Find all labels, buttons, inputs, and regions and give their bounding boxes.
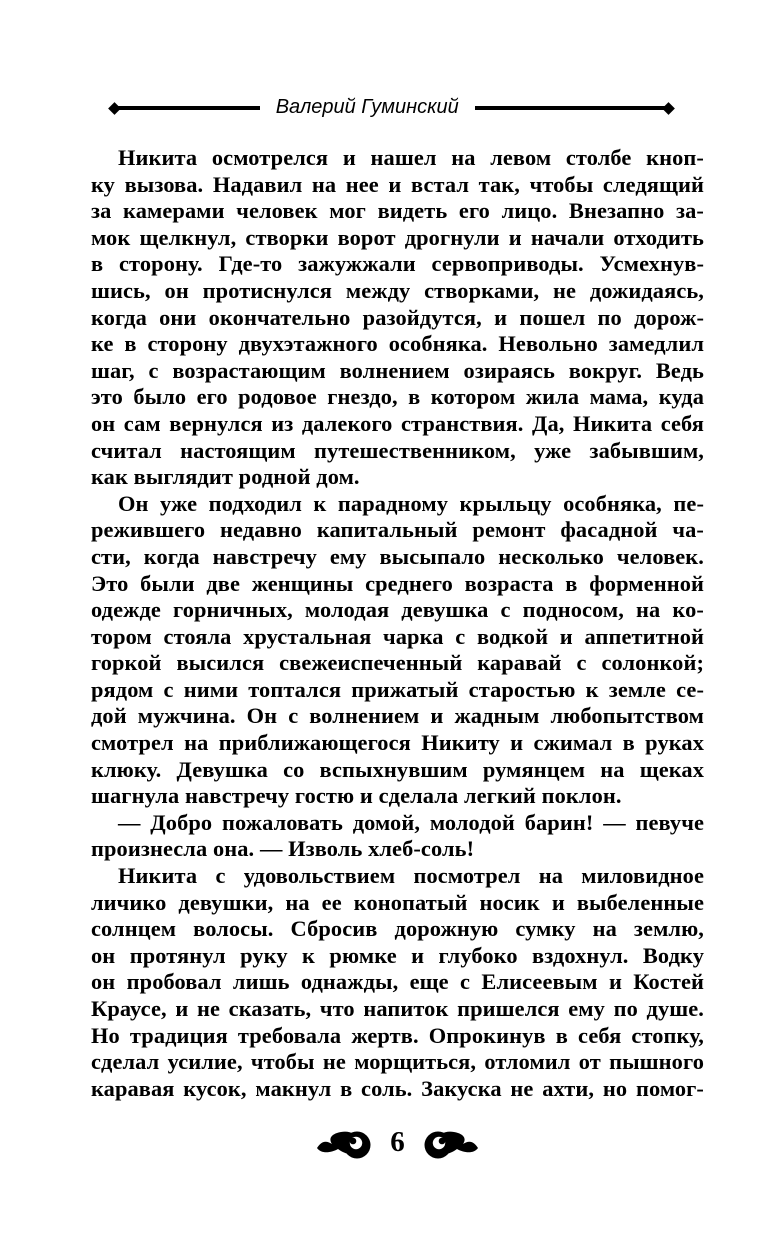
running-head xyxy=(110,97,673,119)
text-line: шаг, с возрастающим волнением озираясь вокруг. Ведь xyxy=(91,357,704,383)
text-line: считал настоящим путешественником, уже забывшим, xyxy=(91,437,704,463)
page-number: 6 xyxy=(390,1126,405,1158)
text-line: клюку. Девушка со вспыхнувшим румянцем на щеках xyxy=(91,756,704,782)
text-line: это было его родовое гнездо, в котором жила мама, куда xyxy=(91,384,704,410)
wave-curl-ornament-right-icon xyxy=(421,1126,479,1162)
text-line: Краусе, и не сказать, что напиток пришелся ему по душе. xyxy=(91,996,704,1021)
text-line: шагнула навстречу гостю и сделала легкий поклон. xyxy=(91,783,622,809)
text-block xyxy=(91,145,704,1102)
text-line: за камерами человек мог видеть его лицо. Внезапно за- xyxy=(91,198,704,224)
text-line: Никита осмотрелся и нашел на левом столбе кноп- xyxy=(118,145,704,170)
text-line: сти, когда навстречу ему высыпало несколько человек. xyxy=(91,543,704,569)
text-line: режившего недавно капитальный ремонт фасадной ча- xyxy=(91,517,704,543)
rule-end-diamond-left-icon xyxy=(108,102,121,115)
rule-end-diamond-right-icon xyxy=(662,102,675,115)
text-line: — Добро пожаловать домой, молодой барин! — певуче xyxy=(118,809,704,835)
text-line: как выглядит родной дом. xyxy=(91,464,360,490)
header-rule-right xyxy=(475,106,667,110)
text-line: рядом с ними топтался прижатый старостью к земле се- xyxy=(91,676,704,702)
text-line: он сам вернулся из далекого странствия. Да, Никита себя xyxy=(91,410,704,436)
text-line: горкой высился свежеиспеченный каравай с солонкой; xyxy=(91,650,704,676)
wave-curl-ornament-left-icon xyxy=(316,1126,374,1162)
text-line: смотрел на приближающегося Никиту и сжимал в руках xyxy=(91,730,704,756)
text-line: сделал усилие, чтобы не морщиться, отломил от пышного xyxy=(91,1049,704,1075)
text-line: дой мужчина. Он с волнением и жадным любопытством xyxy=(91,703,704,729)
text-line: произнесла она. — Изволь хлеб-соль! xyxy=(91,836,475,862)
text-line: шись, он протиснулся между створками, не дожидаясь, xyxy=(91,277,704,303)
text-line: он пробовал лишь однажды, еще с Елисеевым и Костей xyxy=(91,969,704,995)
text-line: одежде горничных, молодая девушка с подносом, на ко- xyxy=(91,597,704,623)
text-line: каравая кусок, макнул в соль. Закуска не ахти, но помог- xyxy=(91,1075,704,1101)
text-line: Никита с удовольствием посмотрел на миловидное xyxy=(118,863,704,889)
author-name: Валерий Гуминский xyxy=(275,96,459,118)
text-line: в сторону. Где-то зажужжали сервоприводы. Усмехнув- xyxy=(91,251,704,277)
header-rule-left xyxy=(116,106,260,110)
text-line: солнцем волосы. Сбросив дорожную сумку на землю, xyxy=(91,916,704,942)
text-line: Он уже подходил к парадному крыльцу особняка, пе- xyxy=(118,490,704,516)
text-line: когда они окончательно разойдутся, и пошел по дорож- xyxy=(91,304,704,330)
text-line: он протянул руку к рюмке и глубоко вздохнул. Водку xyxy=(91,942,704,968)
text-line: личико девушки, на ее конопатый носик и выбеленные xyxy=(91,889,704,915)
text-line: ке в сторону двухэтажного особняка. Невольно замедлил xyxy=(91,331,704,357)
text-line: ку вызова. Надавил на нее и встал так, чтобы следящий xyxy=(91,171,704,197)
text-line: Это были две женщины среднего возраста в форменной xyxy=(91,570,704,596)
text-line: Но традиция требовала жертв. Опрокинув в себя стопку, xyxy=(91,1022,704,1048)
page-footer xyxy=(91,1126,704,1162)
text-line: тором стояла хрустальная чарка с водкой и аппетитной xyxy=(91,623,704,649)
text-line: мок щелкнул, створки ворот дрогнули и начали отходить xyxy=(91,224,704,250)
